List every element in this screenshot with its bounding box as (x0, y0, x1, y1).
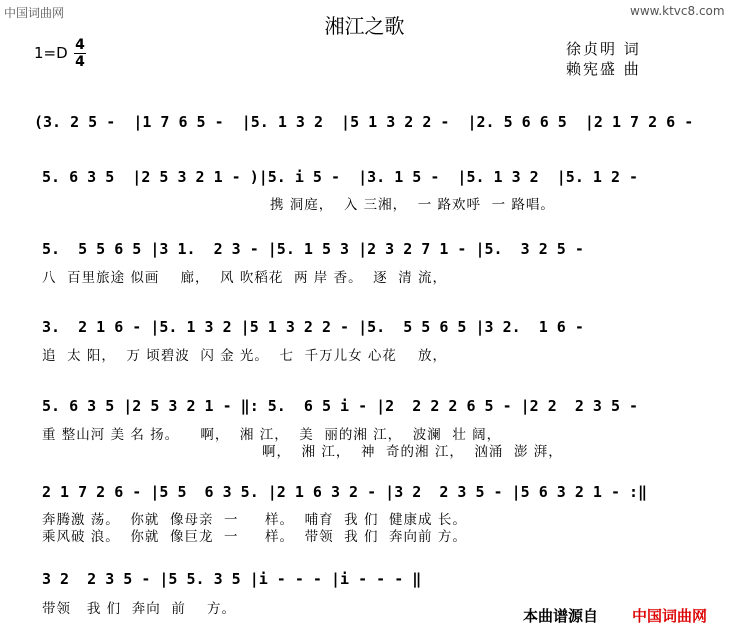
notation-line-3: 5. 5 5 6 5 |3 1. 2 3 - |5. 1 5 3 |2 3 2 7 1 - |5. 3 2 5 - (42, 240, 584, 258)
lyric-line-4: 追 太 阳， 万 顷碧波 闪 金 光。 七 千万儿女 心花 放， (42, 348, 448, 364)
watermark-right: www.ktvc8.com (630, 4, 725, 18)
lyric-line-3: 八 百里旅途 似画 廊， 风 吹稻花 两 岸 香。 逐 清 流， (42, 270, 448, 286)
time-signature (74, 38, 86, 69)
lyric-line-6: 奔腾激 荡。 你就 像母亲 一 样。 哺育 我 们 健康成 长。 (42, 512, 467, 528)
lyricist-credit: 徐贞明 词 (566, 40, 641, 58)
notation-line-6: 2 1 7 2 6 - |5 5 6 3 5. |2 1 6 3 2 - |3 2 2 3 5 - |5 6 3 2 1 - :‖ (42, 483, 648, 501)
notation-line-2: 5. 6 3 5 |2 5 3 2 1 - )|5. i 5 - |3. 1 5 - |5. 1 3 2 |5. 1 2 - (42, 168, 639, 186)
composer-credit: 赖宪盛 曲 (566, 60, 641, 78)
notation-line-7: 3 2 2 3 5 - |5 5. 3 5 |i - - - |i - - - ‖ (42, 570, 422, 588)
lyric-line-5-verse-2: 啊， 湘 江， 神 奇的湘 江， 汹涌 澎 湃， (262, 444, 563, 460)
notation-line-1: (3. 2 5 - |1 7 6 5 - |5. 1 3 2 |5 1 3 2 2 - |2. 5 6 6 5 |2 1 7 2 6 - (34, 113, 694, 131)
notation-line-4: 3. 2 1 6 - |5. 1 3 2 |5 1 3 2 2 - |5. 5 5 6 5 |3 2. 1 6 - (42, 318, 584, 336)
watermark-left: 中国词曲网 (4, 6, 65, 20)
footer-site-link[interactable]: 中国词曲网 (632, 607, 708, 625)
song-title: 湘江之歌 (324, 14, 405, 38)
time-top: 4 (75, 37, 85, 53)
lyric-line-5: 重 整山河 美 名 扬。 啊， 湘 江， 美 丽的湘 江， 波澜 壮 阔， (42, 427, 502, 443)
time-bottom: 4 (75, 54, 85, 70)
key-signature: 1=D (34, 44, 68, 62)
lyric-line-2: 携 洞庭， 入 三湘， 一 路欢呼 一 路唱。 (270, 197, 555, 213)
lyric-line-7: 带领 我 们 奔向 前 方。 (42, 601, 236, 617)
footer-source-label: 本曲谱源自 (523, 607, 599, 625)
notation-line-5: 5. 6 3 5 |2 5 3 2 1 - ‖: 5. 6 5 i - |2 2 2 2 6 5 - |2 2 2 3 5 - (42, 397, 639, 415)
lyric-line-6-verse-2: 乘风破 浪。 你就 像巨龙 一 样。 带领 我 们 奔向前 方。 (42, 529, 467, 545)
